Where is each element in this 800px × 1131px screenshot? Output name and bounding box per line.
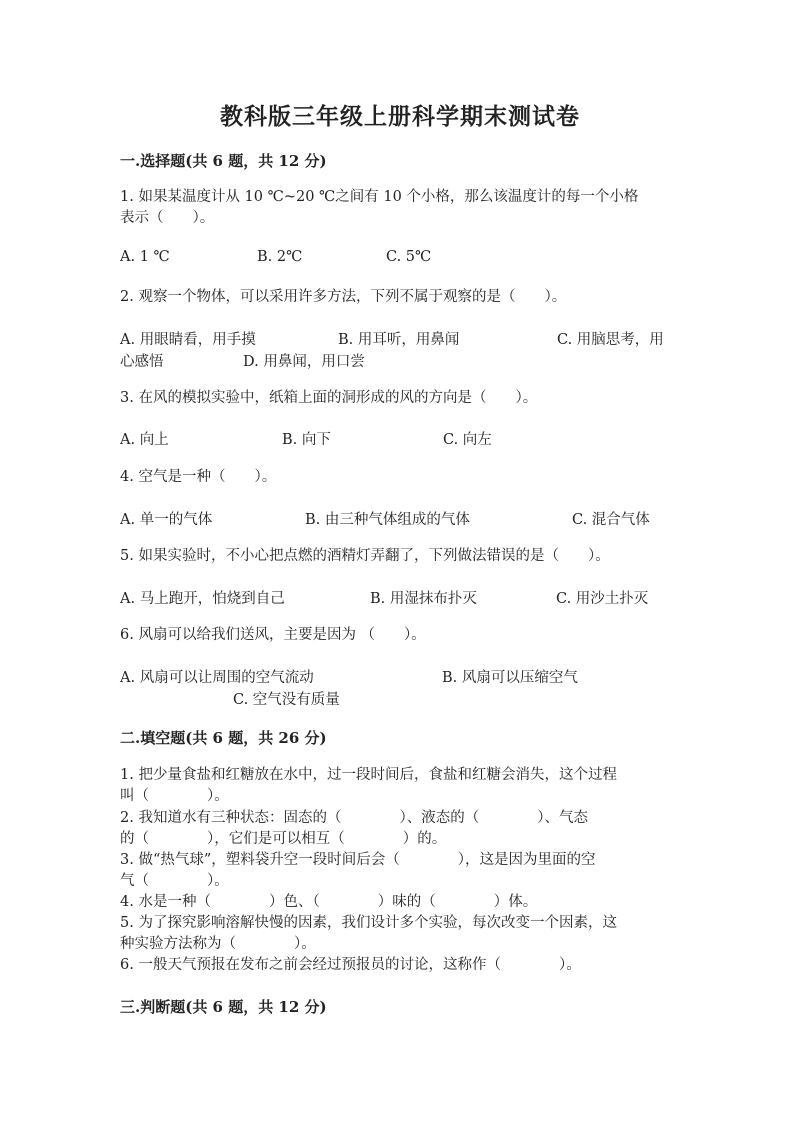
question-4-option-a: A. 单一的气体: [120, 512, 213, 528]
question-5-option-b: B. 用湿抹布扑灭: [370, 591, 477, 607]
section-heading-choice: 一.选择题(共 6 题，共 12 分): [120, 152, 327, 170]
question-4-option-b: B. 由三种气体组成的气体: [305, 512, 470, 528]
question-2-option-b: B. 用耳听，用鼻闻: [338, 332, 460, 348]
fill-line-1: 1. 把少量食盐和红糖放在水中，过一段时间后，食盐和红糖会消失，这个过程: [120, 767, 617, 783]
question-1-option-b: B. 2℃: [257, 249, 303, 265]
question-3-line-1: 3. 在风的模拟实验中，纸箱上面的洞形成的风的方向是（ ）。: [120, 390, 538, 406]
section-heading-fill: 二.填空题(共 6 题，共 26 分): [120, 729, 327, 747]
question-1-line-2: 表示（ ）。: [120, 210, 215, 226]
fill-line-10: 6. 一般天气预报在发布之前会经过预报员的讨论，这称作（ ）。: [120, 957, 581, 973]
fill-line-9: 种实验方法称为（ ）。: [120, 936, 316, 952]
question-2-option-c-cont: 心感悟: [120, 354, 164, 370]
question-2-option-d: D. 用鼻闻，用口尝: [243, 354, 365, 370]
fill-line-2: 叫（ ）。: [120, 788, 229, 804]
question-3-option-b: B. 向下: [282, 432, 331, 448]
fill-line-5: 3. 做“热气球”，塑料袋升空一段时间后会（ ），这是因为里面的空: [120, 852, 596, 868]
question-3-option-a: A. 向上: [120, 432, 169, 448]
fill-line-6: 气（ ）。: [120, 873, 229, 889]
question-3-option-c: C. 向左: [443, 432, 492, 448]
question-2-option-a: A. 用眼睛看，用手摸: [120, 332, 256, 348]
question-5-line-1: 5. 如果实验时，不小心把点燃的酒精灯弄翻了，下列做法错误的是（ ）。: [120, 548, 610, 564]
fill-line-7: 4. 水是一种（ ）色、（ ）味的（ ）体。: [120, 894, 538, 910]
fill-line-4: 的（ ），它们是可以相互（ ）的。: [120, 831, 447, 847]
question-4-option-c: C. 混合气体: [572, 512, 650, 528]
question-2-option-c: C. 用脑思考，用: [557, 332, 664, 348]
page-title: 教科版三年级上册科学期末测试卷: [220, 103, 580, 130]
question-1-option-a: A. 1 ℃: [120, 249, 170, 265]
question-1-line-1: 1. 如果某温度计从 10 ℃~20 ℃之间有 10 个小格，那么该温度计的每一个小格: [120, 189, 639, 205]
question-6-line-1: 6. 风扇可以给我们送风，主要是因为 （ ）。: [120, 627, 426, 643]
fill-line-8: 5. 为了探究影响溶解快慢的因素，我们设计多个实验，每次改变一个因素，这: [120, 915, 617, 931]
question-6-option-b: B. 风扇可以压缩空气: [442, 670, 578, 686]
question-4-line-1: 4. 空气是一种（ ）。: [120, 469, 277, 485]
section-heading-judge: 三.判断题(共 6 题，共 12 分): [120, 998, 327, 1016]
fill-line-3: 2. 我知道水有三种状态：固态的（ ）、液态的（ ）、气态: [120, 810, 588, 826]
question-6-option-a: A. 风扇可以让周围的空气流动: [120, 670, 314, 686]
question-1-option-c: C. 5℃: [386, 249, 432, 265]
question-5-option-c: C. 用沙土扑灭: [556, 591, 649, 607]
question-2-line-1: 2. 观察一个物体，可以采用许多方法，下列不属于观察的是（ ）。: [120, 289, 567, 305]
question-5-option-a: A. 马上跑开，怕烧到自己: [120, 591, 285, 607]
question-6-option-c: C. 空气没有质量: [233, 692, 340, 708]
